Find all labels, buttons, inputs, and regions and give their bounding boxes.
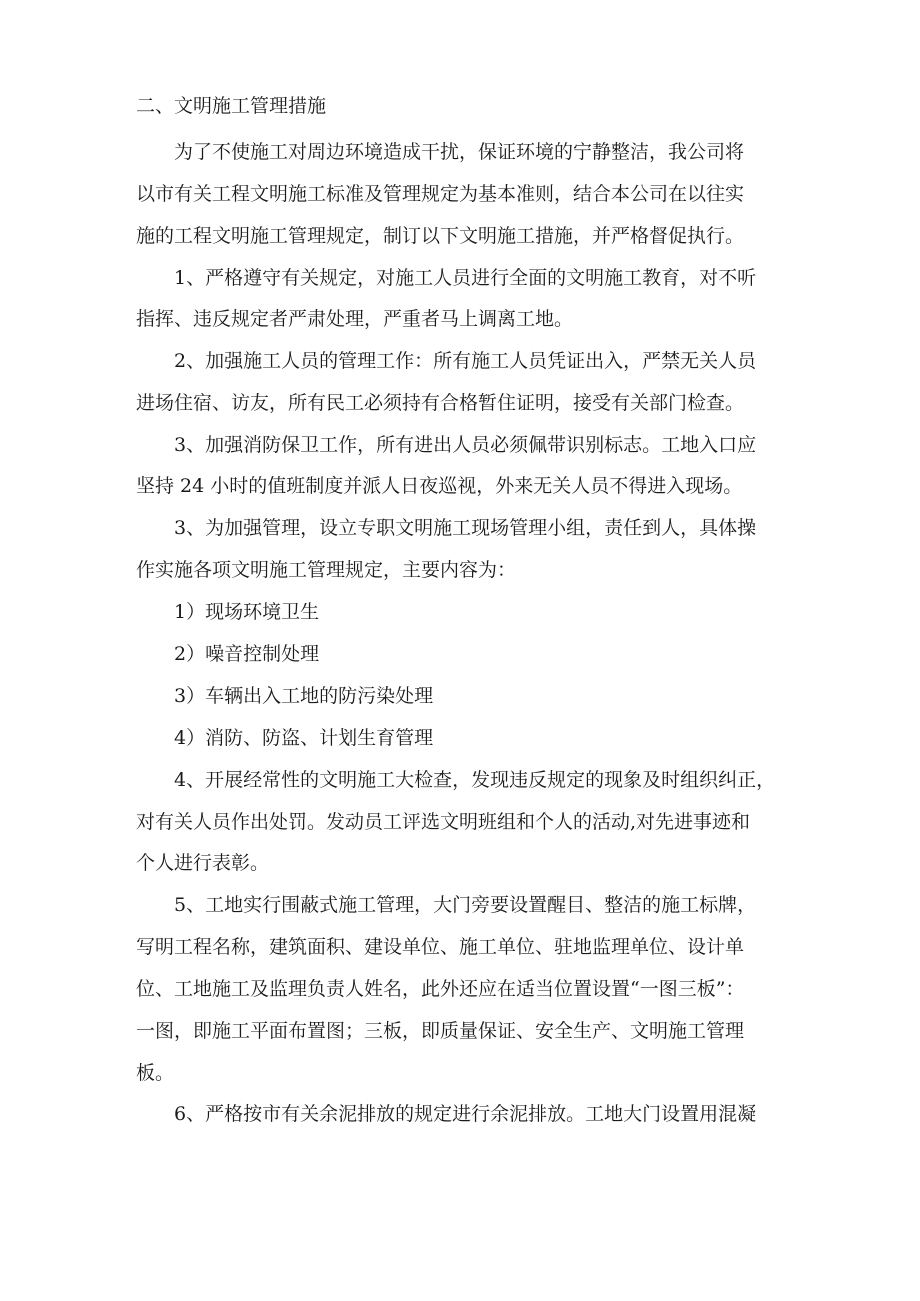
text-line: 1、严格遵守有关规定，对施工人员进行全面的文明施工教育，对不听: [174, 267, 757, 289]
text-line: 5、工地实行围蔽式施工管理，大门旁要设置醒目、整洁的施工标牌，: [174, 894, 757, 916]
text-line: 位、工地施工及监理负责人姓名，此外还应在适当位置设置“一图三板”：: [136, 978, 745, 1000]
text-line: 进场住宿、访友，所有民工必须持有合格暂住证明，接受有关部门检查。: [136, 392, 745, 414]
text-line: 施的工程文明施工管理规定，制订以下文明施工措施，并严格督促执行。: [136, 225, 745, 247]
text-line: 3、加强消防保卫工作，所有进出人员必须佩带识别标志。工地入口应: [174, 434, 757, 456]
text-line: 3、为加强管理，设立专职文明施工现场管理小组，责任到人，具体操: [174, 517, 757, 539]
text-line: 写明工程名称，建筑面积、建设单位、施工单位、驻地监理单位、设计单: [136, 936, 745, 958]
text-line: 2、加强施工人员的管理工作：所有施工人员凭证出入，严禁无关人员: [174, 350, 757, 372]
text-line: 6、严格按市有关余泥排放的规定进行余泥排放。工地大门设置用混凝: [174, 1103, 757, 1125]
list-item: 2）噪音控制处理: [174, 643, 320, 665]
text-line: 4、开展经常性的文明施工大检查，发现违反规定的现象及时组织纠正，: [174, 769, 776, 791]
text-line: 对有关人员作出处罚。发动员工评选文明班组和个人的活动,对先进事迹和: [136, 811, 751, 833]
text-line: 为了不使施工对周边环境造成干扰，保证环境的宁静整洁，我公司将: [174, 141, 745, 163]
text-line: 板。: [136, 1062, 175, 1084]
text-line: 个人进行表彰。: [136, 852, 270, 874]
list-item: 3）车辆出入工地的防污染处理: [174, 685, 434, 707]
text-line: 一图，即施工平面布置图；三板，即质量保证、安全生产、文明施工管理: [136, 1020, 745, 1042]
section-heading: 二、文明施工管理措施: [136, 95, 327, 117]
text-line: 作实施各项文明施工管理规定，主要内容为：: [136, 559, 517, 581]
list-item: 1）现场环境卫生: [174, 601, 320, 623]
text-line: 以市有关工程文明施工标准及管理规定为基本准则，结合本公司在以往实: [136, 183, 745, 205]
text-line: 指挥、违反规定者严肃处理，严重者马上调离工地。: [136, 308, 574, 330]
list-item: 4）消防、防盗、计划生育管理: [174, 727, 434, 749]
text-line: 坚持 24 小时的值班制度并派人日夜巡视，外来无关人员不得进入现场。: [136, 475, 743, 497]
